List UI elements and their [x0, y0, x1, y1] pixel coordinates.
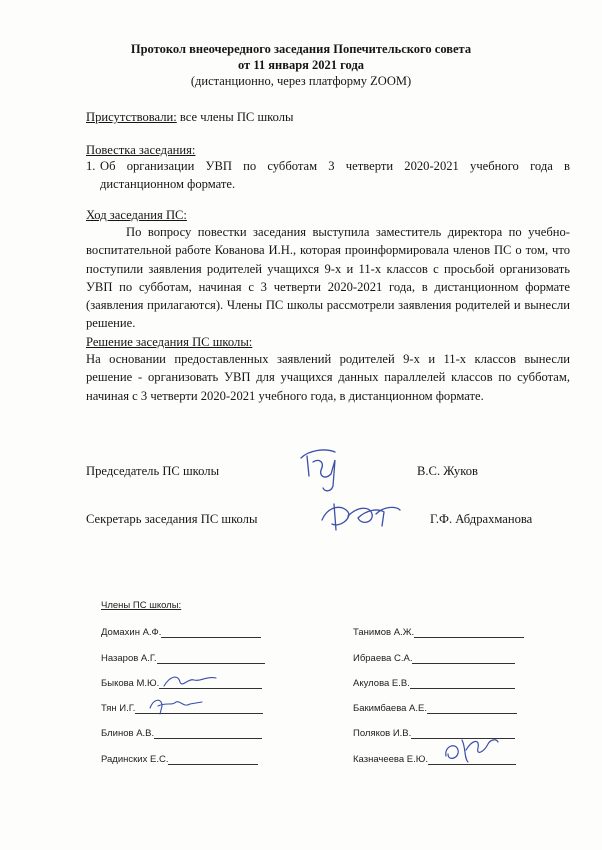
member-name: Танимов А.Ж.	[353, 627, 415, 638]
member-name: Домахин А.Ф.	[101, 627, 162, 638]
member-row	[353, 627, 524, 638]
signature-line	[154, 728, 262, 739]
signature-line	[410, 678, 515, 689]
course-heading: Ход заседания ПС:	[86, 208, 187, 222]
member-name: Бакимбаева А.Е.	[353, 703, 428, 714]
member-name: Назаров А.Г.	[101, 653, 157, 664]
signature-line	[161, 627, 261, 638]
protocol-title: Протокол внеочередного заседания Попечительского совета	[130, 42, 472, 56]
signature-line	[427, 703, 517, 714]
member-row	[101, 754, 258, 765]
member-row	[353, 678, 515, 689]
member-signature	[160, 670, 220, 692]
decision-text: На основании предоставленных заявлений родителей 9-х и 11-х классов вынесли решение - организовать УВП для учащихся данных параллелей классов по субботам, начиная с 3 четверти 2020-2021 учебного года, в дистанционном формате.	[86, 352, 570, 403]
member-name: Ибраева С.А.	[353, 653, 413, 664]
member-name: Радинских Е.С.	[101, 754, 169, 765]
protocol-format-note: (дистанционно, через платформу ZOOM)	[190, 74, 412, 88]
member-row	[101, 627, 261, 638]
present-line	[86, 108, 570, 126]
member-signature	[146, 694, 206, 716]
member-name: Тян И.Г.	[101, 703, 136, 714]
present-label: Присутствовали:	[86, 110, 177, 124]
member-row	[101, 653, 265, 664]
member-name: Быкова М.Ю.	[101, 678, 160, 689]
members-heading: Члены ПС школы:	[101, 600, 182, 611]
protocol-date: от 11 января 2021 года	[237, 58, 365, 72]
chair-label: Председатель ПС школы	[86, 464, 220, 478]
agenda-item-number: 1.	[86, 159, 96, 173]
secretary-signature	[318, 496, 403, 536]
member-name: Блинов А.В.	[101, 728, 155, 739]
member-signature	[440, 732, 500, 766]
chair-name: В.С. Жуков	[417, 464, 478, 478]
agenda-heading: Повестка заседания:	[86, 143, 196, 157]
course-text: По вопросу повестки заседания выступила заместитель директора по учебно-воспитательной работе Кованова И.Н., которая проинформировала членов ПС о том, что поступили заявления родителей учащихся 9-х и 11-х классов с просьбой организовать УВП по субботам, начиная с 3 четверти 2020-2021 года, в дистанционном формате (заявления прилагаются). Члены ПС школы рассмотрели заявления родителей и вынесли решение.	[86, 225, 570, 331]
signature-line	[414, 627, 524, 638]
member-name: Казначеева Е.Ю.	[353, 754, 428, 765]
secretary-name: Г.Ф. Абдрахманова	[430, 512, 533, 526]
member-name: Акулова Е.В.	[353, 678, 410, 689]
member-row	[353, 653, 515, 664]
signature-line	[157, 653, 265, 664]
member-name: Поляков И.В.	[353, 728, 412, 739]
agenda-item-text: Об организации УВП по субботам 3 четверти 2020-2021 учебного года в дистанционном формате.	[100, 159, 570, 192]
signature-line	[168, 754, 258, 765]
decision-heading: Решение заседания ПС школы:	[86, 335, 253, 349]
member-row	[101, 728, 262, 739]
chair-signature	[295, 446, 355, 496]
signature-line	[412, 653, 515, 664]
member-row	[353, 703, 517, 714]
present-text: все члены ПС школы	[176, 110, 294, 124]
secretary-label: Секретарь заседания ПС школы	[86, 512, 258, 526]
